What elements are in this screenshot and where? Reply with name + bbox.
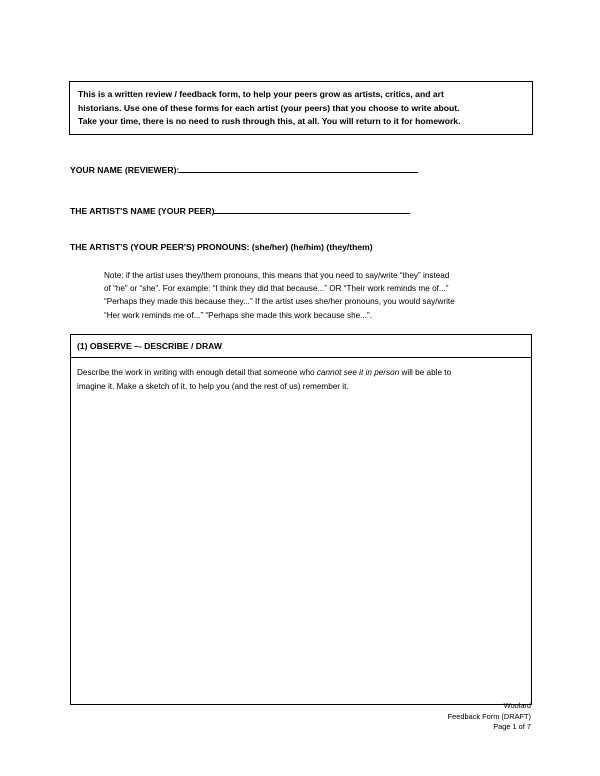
observe-response-area[interactable] (71, 405, 531, 704)
artist-name-line[interactable] (214, 204, 410, 214)
page-footer (448, 701, 531, 733)
observe-line-2: imagine it. Make a sketch of it, to help you (and the rest of us) remember it. (77, 381, 349, 391)
footer-author: Woolard (503, 701, 531, 710)
footer-page-number: Page 1 of 7 (493, 722, 531, 731)
note-line-4: “Her work reminds me of...” “Perhaps she made this work because she...”. (104, 310, 373, 320)
pronouns-label: THE ARTIST'S (YOUR PEER'S) PRONOUNS: (she/her) (he/him) (they/them) (70, 242, 373, 252)
intro-line-3: Take your time, there is no need to rush through this, at all. You will return to it for homework. (78, 116, 461, 126)
pronouns-field (70, 242, 373, 252)
reviewer-name-line[interactable] (179, 163, 418, 173)
artist-name-field[interactable] (70, 204, 410, 216)
observe-text-before: Describe the work in writing with enough detail that someone who (77, 368, 317, 377)
note-line-1: Note: if the artist uses they/them pronouns, this means that you need to say/write “they” instead (104, 271, 450, 280)
note-line-2: of “he” or “she”. For example: “I think they did that because...” OR “Their work reminds me of...” (104, 284, 449, 294)
observe-section (70, 334, 532, 705)
note-line-3: “Perhaps they made this because they...” If the artist uses she/her pronouns, you would say/write (104, 297, 455, 307)
intro-line-2: historians. Use one of these forms for each artist (your peers) that you choose to write about. (78, 102, 460, 113)
observe-text-after: will be able to (399, 368, 452, 377)
pronoun-note (104, 269, 534, 322)
observe-header: (1) OBSERVE –- DESCRIBE / DRAW (71, 335, 531, 358)
reviewer-name-label: YOUR NAME (REVIEWER): (70, 165, 180, 175)
footer-document: Feedback Form (DRAFT) (447, 711, 531, 721)
reviewer-name-field[interactable] (70, 163, 418, 175)
artist-name-label: THE ARTIST'S NAME (YOUR PEER) (70, 206, 215, 216)
observe-text-emphasis: cannot see it in person (316, 368, 400, 377)
intro-line-1: This is a written review / feedback form, to help your peers grow as artists, critics, and art (78, 89, 444, 99)
observe-instructions (71, 358, 531, 393)
observe-line-1 (77, 366, 525, 380)
intro-instructions-box (69, 81, 533, 135)
